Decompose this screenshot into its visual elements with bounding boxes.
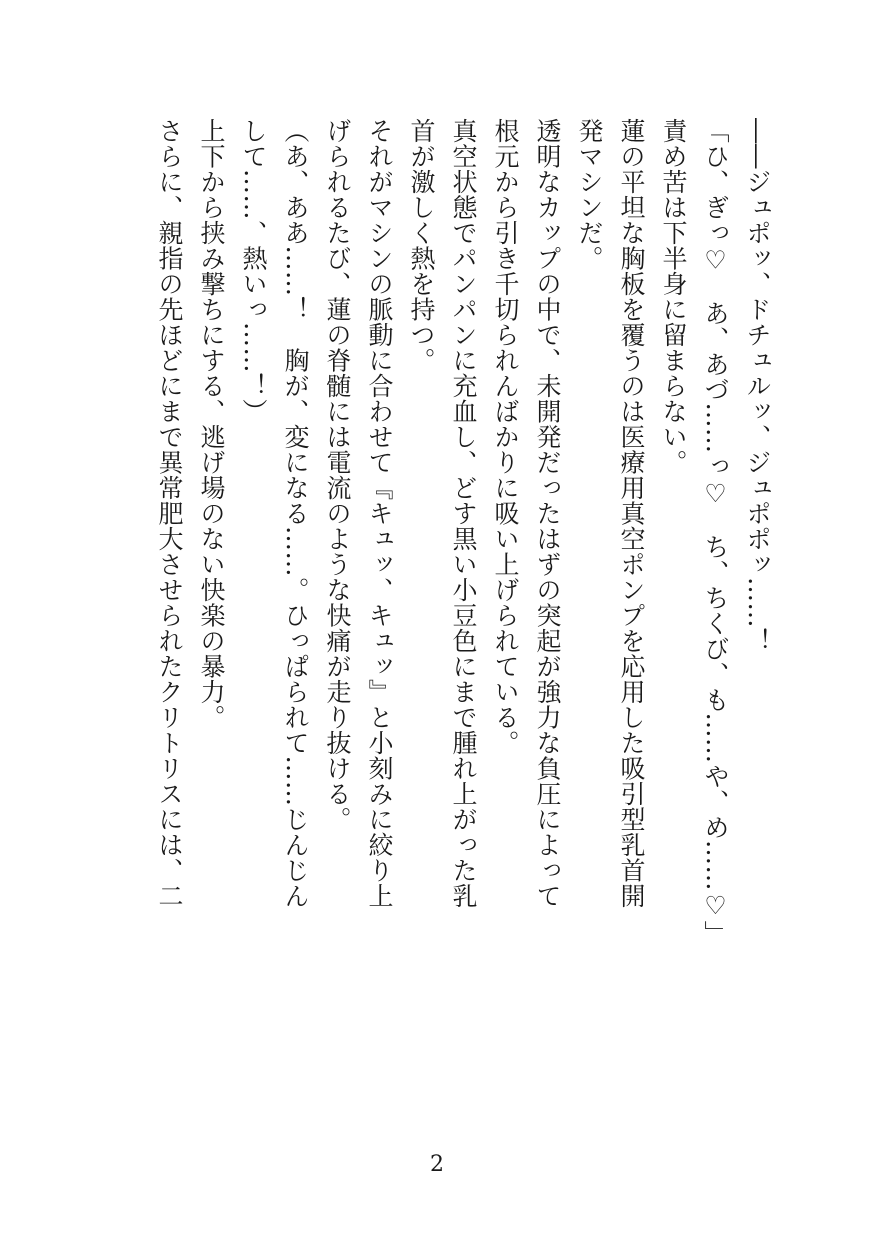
text-line-narration: 真空状態でパンパンに充血し、どす黒い小豆色にまで腫れ上がった乳 <box>449 118 478 909</box>
text-line-sfx: ――ジュポッ、ドチュルッ、ジュポポッ……！ <box>743 118 772 654</box>
text-line-thought: （あ、ああ……！ 胸が、変になる……。ひっぱられて……じんじん <box>281 118 310 909</box>
text-line-dialogue: 「ひ、ぎっ♡ あ、あづ……っ♡ ち、ちくび、も……や、め……♡」 <box>701 118 730 946</box>
text-line-narration: 根元から引き千切られんばかりに吸い上げられている。 <box>491 118 520 756</box>
text-line-narration: さらに、親指の先ほどにまで異常肥大させられたクリトリスには、二 <box>155 118 184 909</box>
text-line-narration: げられるたび、蓮の脊髄には電流のような快痛が走り抜ける。 <box>323 118 352 832</box>
text-line-narration: 透明なカップの中で、未開発だったはずの突起が強力な負圧によって <box>533 118 562 909</box>
text-line-narration: 上下から挟み撃ちにする、逃げ場のない快楽の暴力。 <box>197 118 226 730</box>
text-line-narration: 責め苦は下半身に留まらない。 <box>659 118 688 475</box>
vertical-text-body <box>148 118 778 1118</box>
text-line-narration: 首が激しく熱を持つ。 <box>407 118 436 373</box>
text-line-narration: 蓮の平坦な胸板を覆うのは医療用真空ポンプを応用した吸引型乳首開 <box>617 118 646 909</box>
text-line-thought: して……、熱いっ……！） <box>239 118 268 424</box>
page-number: 2 <box>430 1152 444 1177</box>
text-line-narration: 発マシンだ。 <box>575 118 604 271</box>
text-line-narration: それがマシンの脈動に合わせて『キュッ、キュッ』と小刻みに絞り上 <box>365 118 394 909</box>
